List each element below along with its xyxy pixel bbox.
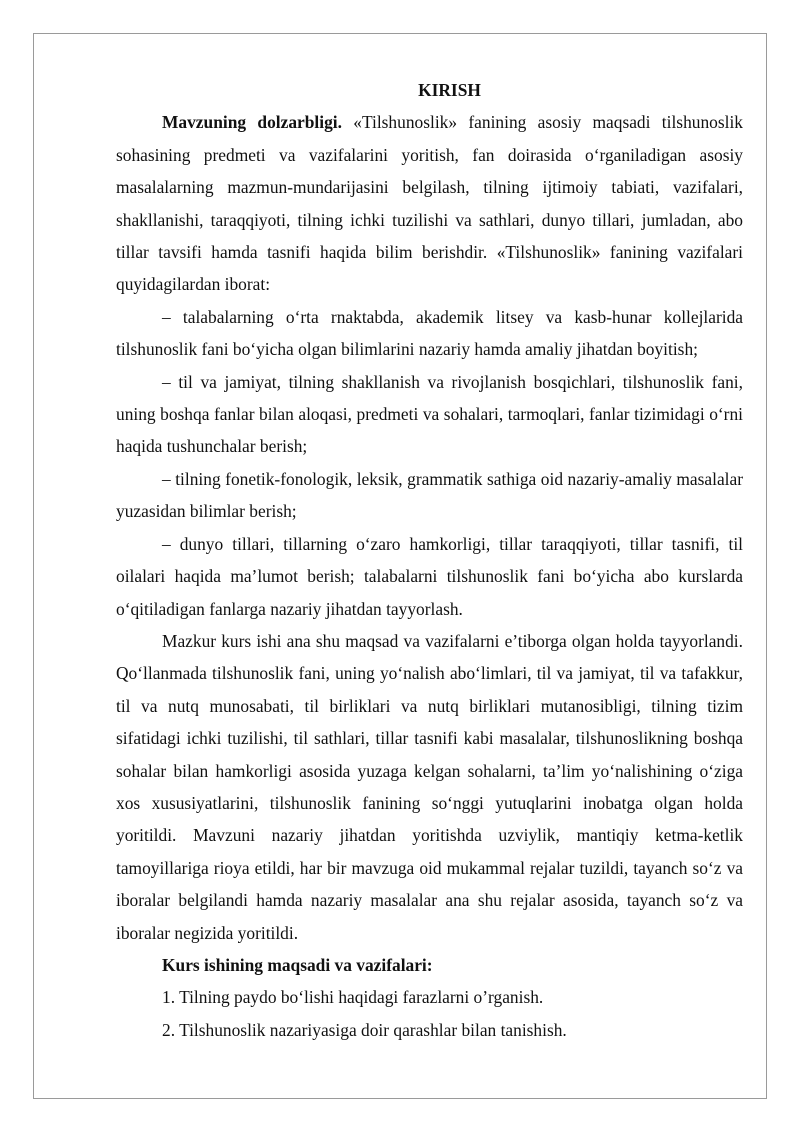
task-item: – talabalarning o‘rta rnaktabda, akademik litsey va kasb-hunar kollejlarida tilshunoslik fani bo‘yicha olgan bilimlarini nazariy hamda amaliy jihatdan boyitish; [116, 306, 743, 360]
goal-item: 2. Tilshunoslik nazariyasiga doir qarashlar bilan tanishish. [162, 1019, 567, 1040]
intro-lead: Mavzuning dolzarbligi. [162, 112, 342, 133]
document-heading: KIRISH [418, 80, 481, 100]
task-item: – tilning fonetik-fonologik, leksik, grammatik sathiga oid nazariy-amaliy masalalar yuzasidan bilimlar berish; [116, 468, 743, 522]
document-body [116, 74, 743, 1046]
task-item: – til va jamiyat, tilning shakllanish va rivojlanish bosqichlari, tilshunoslik fani, uning boshqa fanlar bilan aloqasi, predmeti va sohalari, tarmoqlari, fanlar tizimidagi o‘rni haqida tushunchalar berish; [116, 371, 743, 457]
goal-item: 1. Tilning paydo bo‘lishi haqidagi farazlarni o’rganish. [162, 987, 544, 1008]
task-item: – dunyo tillari, tillarning o‘zaro hamkorligi, tillar taraqqiyoti, tillar tasnifi, til oilalari haqida ma’lumot berish; talabalarni tilshunoslik fani bo‘yicha abo kurslarda o‘qitiladigan fanlarga nazariy jihatdan tayyorlash. [116, 533, 743, 619]
intro-paragraph [116, 106, 743, 300]
course-paragraph: Mazkur kurs ishi ana shu maqsad va vazifalarni e’tiborga olgan holda tayyorlandi. Qo‘llanmada tilshunoslik fani, uning yo‘nalish abo‘limlari, til va jamiyat, til va tafakkur, til va nutq munosabati, til birliklari va nutq birliklari mutanosibligi, tilning tizim sifatidagi ichki tuzilishi, til sathlari, tillar tasnifi kabi masalalar, tilshunoslikning boshqa sohalar bilan hamkorligi asosida yuzaga kelgan sohalarni, ta’lim yo‘nalishining o‘ziga xos xususiyatlarini, tilshunoslik fanining so‘nggi yutuqlarini inobatga olgan holda yoritildi. Mavzuni nazariy jihatdan yoritishda uzviylik, mantiqiy ketma-ketlik tamoyillariga rioya etildi, har bir mavzuga oid mukammal rejalar tuzildi, tayanch so‘z va iboralar belgilandi hamda nazariy masalalar ana shu rejalar asosida, tayanch so‘z va iboralar negizida yoritildi. [116, 630, 743, 943]
intro-text: «Tilshunoslik» fanining asosiy maqsadi tilshunoslik sohasining predmeti va vazifalarini yoritish, fan doirasida o‘rganiladigan asosiy masalalarning mazmun-mundarijasini belgilash, tilning ijtimoiy tabiati, vazifalari, shakllanishi, taraqqiyoti, tilning ichki tuzilishi va sathlari, dunyo tillari, jumladan, abo tillar tavsifi hamda tasnifi haqida bilim berishdir. «Tilshunoslik» fanining vazifalari quyidagilardan iborat: [116, 112, 743, 295]
goals-heading: Kurs ishining maqsadi va vazifalari: [162, 954, 433, 975]
